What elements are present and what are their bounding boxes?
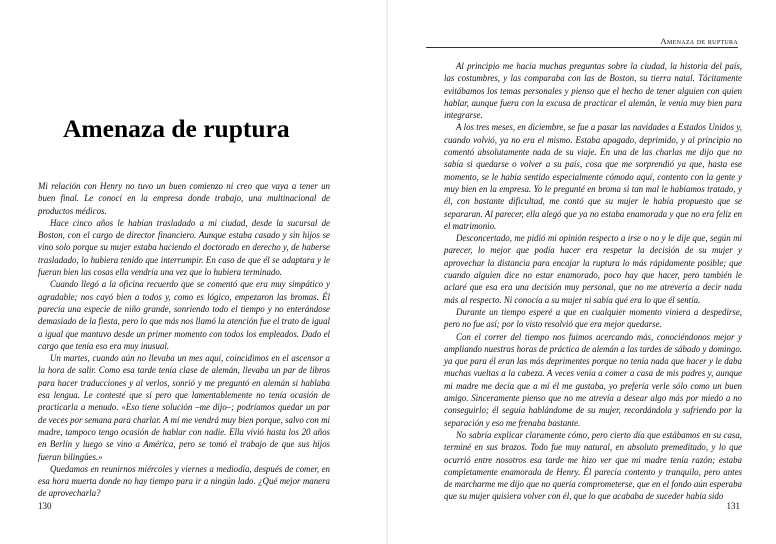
paragraph: Con el correr del tiempo nos fuimos acercando más, conociéndonos mejor y ampliando nuestras horas de práctica de alemán a las tardes de sábado y domingo. ya que para él eran las más deprimentes porque no tenía nada que hacer y le daba muchas vueltas a la cabeza. A veces venía a comer a casa de mis padres y, aunque mi madre me decía que a mí él me gustaba, yo prefería verle sólo como un buen amigo. Sinceramente pienso que no me atrevía a desear algo más por miedo a no conseguirlo; él seguía hablándome de su mujer, recordándola y sufriendo por la separación y eso me frenaba bastante. [444, 331, 742, 428]
right-page [388, 0, 776, 544]
page-number: 130 [38, 501, 52, 511]
running-head [661, 36, 738, 46]
running-head-text: Amenaza de ruptura [660, 36, 738, 46]
paragraph: Desconcertado, me pidió mi opinión respecto a irse o no y le dije que, según mi parecer, lo mejor que podía hacer era respetar la decisión de su mujer y aprovechar la distancia para encajar la ruptura lo más rápidamente posible; que cuando alguien dice no estar enamorado, poco hay que hacer, pero también le aclaré que esa era una decisión muy personal, que no me atrevería a decir nada más al respecto. Ni conocía a su mujer ni sabía qué era lo que él sentía. [444, 233, 742, 305]
left-body-text [38, 180, 330, 500]
header-rule [426, 47, 738, 48]
paragraph: No sabría explicar claramente cómo, pero cierto día que estábamos en su casa, terminé en sus brazos. Todo fue muy natural, en absoluto premeditado, y lo que ocurrió entre nosotros esa tarde me hizo ver que mi madre tenía razón; estaba completamente enamorada de Henry. Él parecía contento y tranquilo, pero antes de marcharme me dijo que no quería comprometerse, que en el fondo aún esperaba que su mujer quisiera volver con él, que lo que acababa de suceder había sido [444, 429, 742, 502]
paragraph: Mi relación con Henry no tuvo un buen comienzo ni creo que vaya a tener un buen final. Le conocí en la empresa donde trabajo, una multinacional de productos médicos. [38, 181, 330, 216]
paragraph: Quedamos en reunirnos miércoles y viernes a mediodía, después de comer, en esa hora muerta donde no hay tiempo para ir a ningún lado. ¿Qué mejor manera de aprovecharla? [38, 463, 330, 499]
chapter-title: Amenaza de ruptura [63, 114, 290, 143]
paragraph: Cuando llegó a la oficina recuerdo que se comentó que era muy simpático y agradable; nos cayó bien a todos y, como es lógico, empezaron las bromas. Él parecía una especie de niño grande, sonriendo todo el tiempo y no enterándose demasiado de la fiesta, pero lo que más nos llamó la atención fue el trato de igual a igual que mantuvo desde un primer momento con todos los empleados. Dado el cargo que tenía eso era muy inusual. [38, 279, 330, 351]
right-body-text [444, 60, 742, 503]
page-number: 131 [726, 501, 740, 511]
paragraph: Un martes, cuando aún no llevaba un mes aquí, coincidimos en el ascensor a la hora de salir. Como esa tarde tenía clase de alemán, llevaba un par de libros para hacer traducciones y al verlos, sonrió y me preguntó en alemán si hablaba esa lengua. Le contesté que sí pero que lamentablemente no tenía ocasión de practicarla a menudo. «Eso tiene solución –me dijo–; podríamos quedar un par de veces por semana para charlar. A mí me vendrá muy bien porque, salvo con mi madre, tampoco tengo ocasión de hablar con nadie. Ella vivió hasta los 20 años en Berlín y luego se vino a América, pero se tomó el trabajo de que sus hijos fueran bilingües.» [38, 353, 330, 462]
paragraph: Durante un tiempo esperé a que en cualquier momento viniera a despedirse, pero no fue así; por lo visto resolvió que era mejor quedarse. [444, 306, 742, 330]
paragraph: Hace cinco años le habían trasladado a mi ciudad, desde la sucursal de Boston, con el cargo de director financiero. Aunque estaba casado y sin hijos se vino solo porque su mujer estaba haciendo el doctorado en derecho y, de haberse trasladado, lo hubiera tenido que interrumpir. En caso de que él se adaptara y le fueran bien las cosas ella vendría una vez que lo hubiera terminado. [38, 217, 330, 278]
paragraph: Al principio me hacía muchas preguntas sobre la ciudad, la historia del país, las costumbres, y las comparaba con las de Boston, su tierra natal. Tácitamente evitábamos los temas personales y pienso que el hecho de tener alguien con quien hablar, aunque fuera con la excusa de practicar el alemán, le venía muy bien para integrarse. [444, 61, 742, 121]
paragraph: A los tres meses, en diciembre, se fue a pasar las navidades a Estados Unidos y, cuando volvió, ya no era el mismo. Estaba apagado, deprimido, y al principio no comentó absolutamente nada de su viaje. En una de las charlas me dijo que no sabía si quedarse o volver a su país, cosa que me sorprendió ya que, hasta ese momento, se le había sentido especialmente cómodo aquí, contento con la gente y muy bien en la empresa. Yo le pregunté en broma si tan mal le habíamos tratado, y él, con bastante dificultad, me contó que su mujer le había propuesto que se separaran. Al parecer, ella alegó que ya no estaba enamorada y que no era feliz en el matrimonio. [444, 122, 742, 231]
